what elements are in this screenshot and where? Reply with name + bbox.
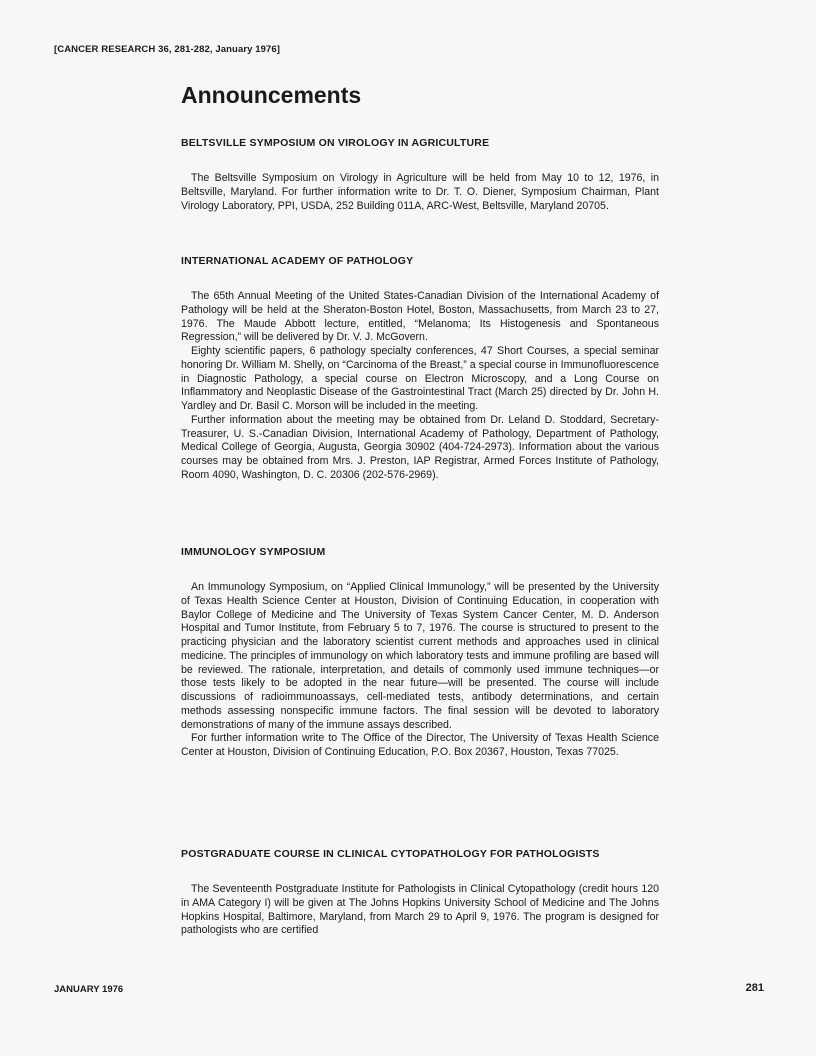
section-international-academy-of-pathology <box>181 255 659 483</box>
paragraph: Eighty scientific papers, 6 pathology specialty conferences, 47 Short Courses, a special seminar honoring Dr. William M. Shelly, on “Carcinoma of the Breast,” a special course in Immunofluorescence in Diagnostic Pathology, a special course on Electron Microscopy, and a Long Course on Inflammatory and Neoplastic Disease of the Gastrointestinal Tract (March 25) directed by Dr. John H. Yardley and Dr. Basil C. Morson will be included in the meeting. <box>181 345 659 412</box>
section-heading: INTERNATIONAL ACADEMY OF PATHOLOGY <box>181 255 414 267</box>
section-beltsville-symposium <box>181 137 659 213</box>
paragraph: The Beltsville Symposium on Virology in Agriculture will be held from May 10 to 12, 1976, in Beltsville, Maryland. For further information write to Dr. T. O. Diener, Symposium Chairman, Plant Virology Laboratory, PPI, USDA, 252 Building 011A, ARC-West, Beltsville, Maryland 20705. <box>181 172 659 212</box>
paragraph: The 65th Annual Meeting of the United States-Canadian Division of the International Academy of Pathology will be held at the Sheraton-Boston Hotel, Boston, Massachusetts, from March 23 to 27, 1976. The Maude Abbott lecture, entitled, “Melanoma; Its Histogenesis and Spontaneous Regression,” will be delivered by Dr. V. J. McGovern. <box>181 290 659 344</box>
section-heading: BELTSVILLE SYMPOSIUM ON VIROLOGY IN AGRICULTURE <box>181 137 490 149</box>
section-immunology-symposium <box>181 546 659 760</box>
page-title: Announcements <box>181 82 362 108</box>
footer-page-number: 281 <box>745 982 764 994</box>
section-heading: IMMUNOLOGY SYMPOSIUM <box>181 546 326 558</box>
journal-citation-header: [CANCER RESEARCH 36, 281-282, January 1976] <box>54 44 281 55</box>
paragraph: For further information write to The Office of the Director, The University of Texas Health Science Center at Houston, Division of Continuing Education, P.O. Box 20367, Houston, Texas 77025. <box>181 732 659 758</box>
paragraph: Further information about the meeting may be obtained from Dr. Leland D. Stoddard, Secretary-Treasurer, U. S.-Canadian Division, International Academy of Pathology, Department of Pathology, Medical College of Georgia, Augusta, Georgia 30902 (404-724-2973). Information about the various courses may be obtained from Mrs. J. Preston, IAP Registrar, Armed Forces Institute of Pathology, Room 4090, Washington, D. C. 20306 (202-576-2969). <box>181 413 659 481</box>
section-heading: POSTGRADUATE COURSE IN CLINICAL CYTOPATHOLOGY FOR PATHOLOGISTS <box>181 848 600 860</box>
paragraph: The Seventeenth Postgraduate Institute for Pathologists in Clinical Cytopathology (credit hours 120 in AMA Category I) will be given at The Johns Hopkins University School of Medicine and The Johns Hopkins Hospital, Baltimore, Maryland, from March 29 to April 9, 1976. The program is designed for pathologists who are certified <box>181 883 659 937</box>
section-postgraduate-cytopathology-course <box>181 848 659 938</box>
paragraph: An Immunology Symposium, on “Applied Clinical Immunology,” will be presented by the University of Texas Health Science Center at Houston, Division of Continuing Education, in cooperation with Baylor College of Medicine and The University of Texas System Cancer Center, M. D. Anderson Hospital and Tumor Institute, from February 5 to 7, 1976. The course is structured to present to the practicing physician and the laboratory scientist current methods and approaches used in clinical medicine. The principles of immunology on which laboratory tests and immune profiling are based will be reviewed. The rationale, interpretation, and details of commonly used immune techniques—or those tests likely to be adopted in the near future—will be presented. The course will include discussions of radioimmunoassays, cell-mediated tests, antibody determinations, and certain methods assessing nonspecific immune factors. The final session will be devoted to laboratory demonstrations of many of the immune assays described. <box>181 581 659 731</box>
footer-issue-date: JANUARY 1976 <box>54 984 124 995</box>
